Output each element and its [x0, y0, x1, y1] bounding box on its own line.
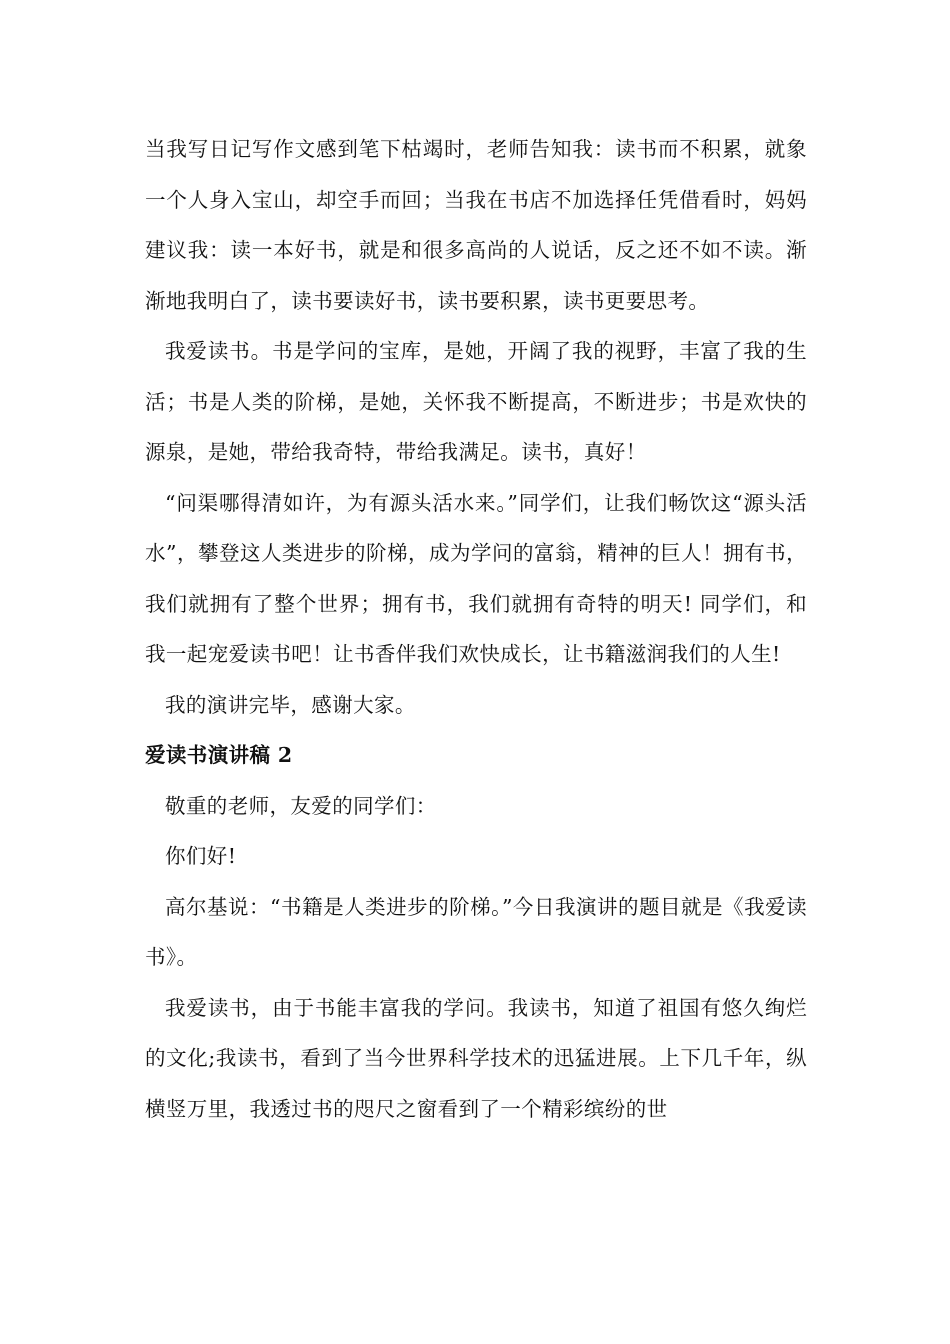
document-body: [145, 124, 807, 1134]
paragraph-knowledge: 我爱读书，由于书能丰富我的学问。我读书，知道了祖国有悠久绚烂的文化;我读书，看到了当今世界科学技术的迅猛进展。上下几千年，纵横竖万里，我透过书的咫尺之窗看到了一个精彩缤纷的世: [145, 995, 807, 1121]
paragraph-greeting: 敬重的老师，友爱的同学们：: [165, 793, 437, 818]
paragraph-hello: 你们好!: [165, 844, 237, 868]
paragraph-i-love-reading: 我爱读书。书是学问的宝库，是她，开阔了我的视野，丰富了我的生活；书是人类的阶梯，是她，关怀我不断提高，不断进步；书是欢快的源泉，是她，带给我奇特，带给我满足。读书，真好！: [145, 339, 807, 464]
paragraph-reading-advice: 当我写日记写作文感到笔下枯竭时，老师告知我：读书而不积累，就象一个人身入宝山，却空手而回；当我在书店不加选择任凭借看时，妈妈建议我：读一本好书，就是和很多高尚的人说话，反之还不如不读。渐渐地我明白了，读书要读好书，读书要积累，读书更要思考。: [145, 137, 807, 313]
section-title: 爱读书演讲稿 2: [145, 743, 293, 767]
paragraph-living-water: “问渠哪得清如许，为有源头活水来。”同学们，让我们畅饮这“源头活水”，攀登这人类进步的阶梯，成为学问的富翁，精神的巨人！拥有书，我们就拥有了整个世界；拥有书，我们就拥有奇特的明天! 同学们，和我一起宠爱读书吧！让书香伴我们欢快成长，让书籍滋润我们的人生!: [145, 490, 807, 666]
paragraph-gorky-quote: 高尔基说：“书籍是人类进步的阶梯。”今日我演讲的题目就是《我爱读书》。: [145, 894, 807, 969]
paragraph-closing: 我的演讲完毕，感谢大家。: [165, 692, 416, 717]
